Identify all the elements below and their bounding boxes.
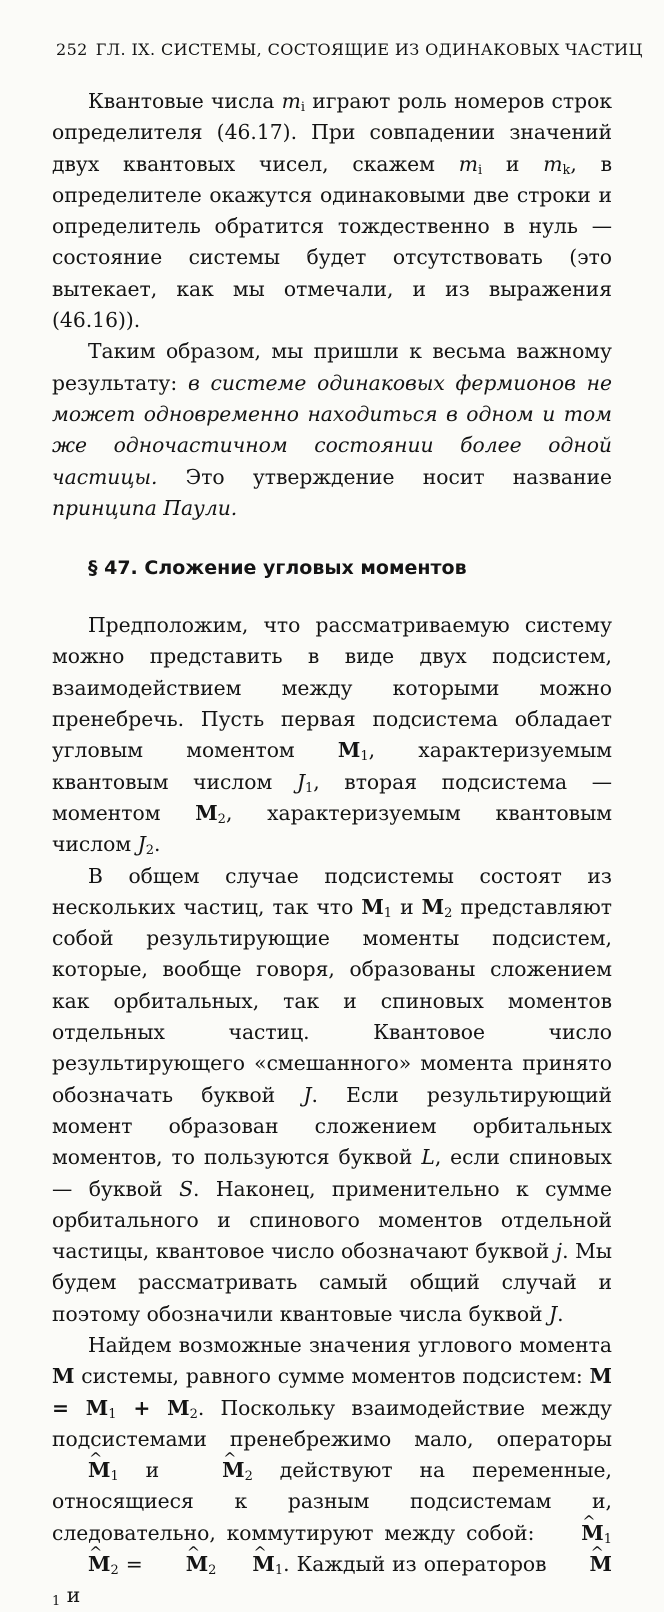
text-span: представляют собой результирующие моменты подсистем, которые, вообще говоря, образованы сложением как орбитальных, так и спиновых моментов отдельных частиц. Квантовое число результирующего «смешанного» момента принято обозначать буквой [52,894,612,1107]
section-heading: § 47. Сложение угловых моментов [88,557,467,580]
math-vector: M [337,738,361,763]
math-operator: ^ M [186,1455,244,1486]
paragraph-2 [52,336,612,524]
text-span: В общем случае подсистемы состоят из нескольких частиц, так что [52,863,612,919]
math-subscript: 1 [110,1469,119,1485]
math-var: J [137,832,146,857]
text-span: и [118,1458,187,1483]
math-subscript: i [477,162,483,178]
math-var: J [549,1301,558,1326]
math-var: j [555,1239,563,1264]
math-subscript: 1 [383,905,393,921]
math-operator: ^ M [52,1549,110,1580]
math-equation: + M [116,1395,190,1420]
text-span: , характеризуемым квантовым числом [52,738,612,794]
text-span: Квантовые числа [88,89,282,113]
math-subscript: 2 [444,905,453,921]
text-span: системы, равного сумме моментов подсистем: [74,1364,590,1389]
text-span: Предположим, что рассматриваемую систему можно представить в виде двух подсистем, взаимодействием между которыми можно пренебречь. Пусть первая подсистема обладает угловым моментом [52,613,612,763]
math-subscript: 1 [274,1563,284,1579]
page-number: 252 [56,40,88,59]
text-span: Это утверждение носит название [157,464,612,489]
math-subscript: 1 [52,1594,61,1610]
math-vector: M [195,800,218,825]
text-span: действуют на переменные, относящиеся к разным подсистемам и, следовательно, коммутируют между собой: [52,1458,612,1545]
text-span: , характеризуемым квантовым числом [52,800,612,857]
math-subscript: 1 [603,1531,612,1547]
paragraph-5 [52,1330,612,1612]
paragraph-4 [52,861,612,1330]
math-subscript: 1 [304,780,314,796]
math-subscript: 2 [110,1563,119,1579]
text-span: . Каждый из операторов [283,1552,554,1577]
text-span: , если спиновых — буквой [52,1145,612,1201]
math-var: J [303,1082,312,1107]
math-var: S [179,1176,193,1201]
page-body [52,86,612,1612]
math-equation: M = M [52,1364,612,1420]
math-operator: ^ M [545,1518,603,1549]
math-subscript: 2 [208,1563,217,1579]
math-operator: ^ M [52,1455,110,1486]
math-subscript: 1 [108,1406,117,1422]
math-operator: ^ M [216,1549,274,1580]
text-span: . Мы будем рассматривать самый общий случай и поэтому обозначили квантовые числа буквой [52,1239,613,1326]
math-operator: ^ M [150,1549,208,1580]
text-span: и [482,151,544,176]
math-vector: M [52,1364,75,1389]
math-var: L [421,1145,435,1170]
text-span: . [154,832,161,857]
paragraph-1 [52,86,612,336]
text-span: Таким образом, мы пришли к весьма важному результату: [52,339,612,395]
text-span: , в определителе окажутся одинаковыми две строки и определитель обратится тождественно в нуль — состояние системы будет отсутствовать (это вытекает, как мы отмечали, и из выражения (46.16)). [52,151,613,333]
running-head-title: ГЛ. IX. СИСТЕМЫ, СОСТОЯЩИЕ ИЗ ОДИНАКОВЫХ ЧАСТИЦ [95,40,643,59]
math-subscript: 2 [145,843,155,859]
text-span: = [118,1552,150,1577]
math-subscript: 2 [189,1406,198,1422]
math-var: m [458,151,478,176]
math-subscript: 1 [360,749,369,765]
text-span: , вторая подсистема — моментом [52,769,612,825]
emphasis-text: принципа Паули. [52,495,238,520]
math-var: J [296,769,305,794]
text-span: Найдем возможные значения углового момента [88,1332,612,1357]
math-vector: M [361,894,384,919]
math-subscript: 2 [244,1469,253,1485]
text-span: играют роль номеров строк определителя (46.17). При совпадении значений двух квантовых чисел, скажем [52,89,612,176]
text-span: и [392,894,422,919]
text-span: . Если результирующий момент образован сложением орбитальных моментов, то пользуются буквой [52,1082,612,1170]
math-subscript: i [300,100,305,115]
math-var: m [543,151,563,176]
math-subscript: 2 [217,811,226,827]
math-var: m [281,89,301,113]
math-vector: M [421,894,445,919]
paragraph-3 [52,610,612,860]
text-span: и [60,1583,81,1608]
math-subscript: k [562,162,571,178]
text-span: . Наконец, применительно к сумме орбитального и спинового моментов отдельной частицы, квантовое число обозначают буквой [52,1176,612,1264]
text-span: . [557,1301,564,1326]
running-head [56,40,643,59]
text-span: . Поскольку взаимодействие между подсистемами пренебрежимо мало, операторы [52,1395,612,1451]
math-operator: ^ M [554,1549,612,1580]
emphasis-text: в системе одинаковых фермионов не может одновременно находиться в одном и том же одночастичном состоянии более одной частицы. [52,370,612,489]
